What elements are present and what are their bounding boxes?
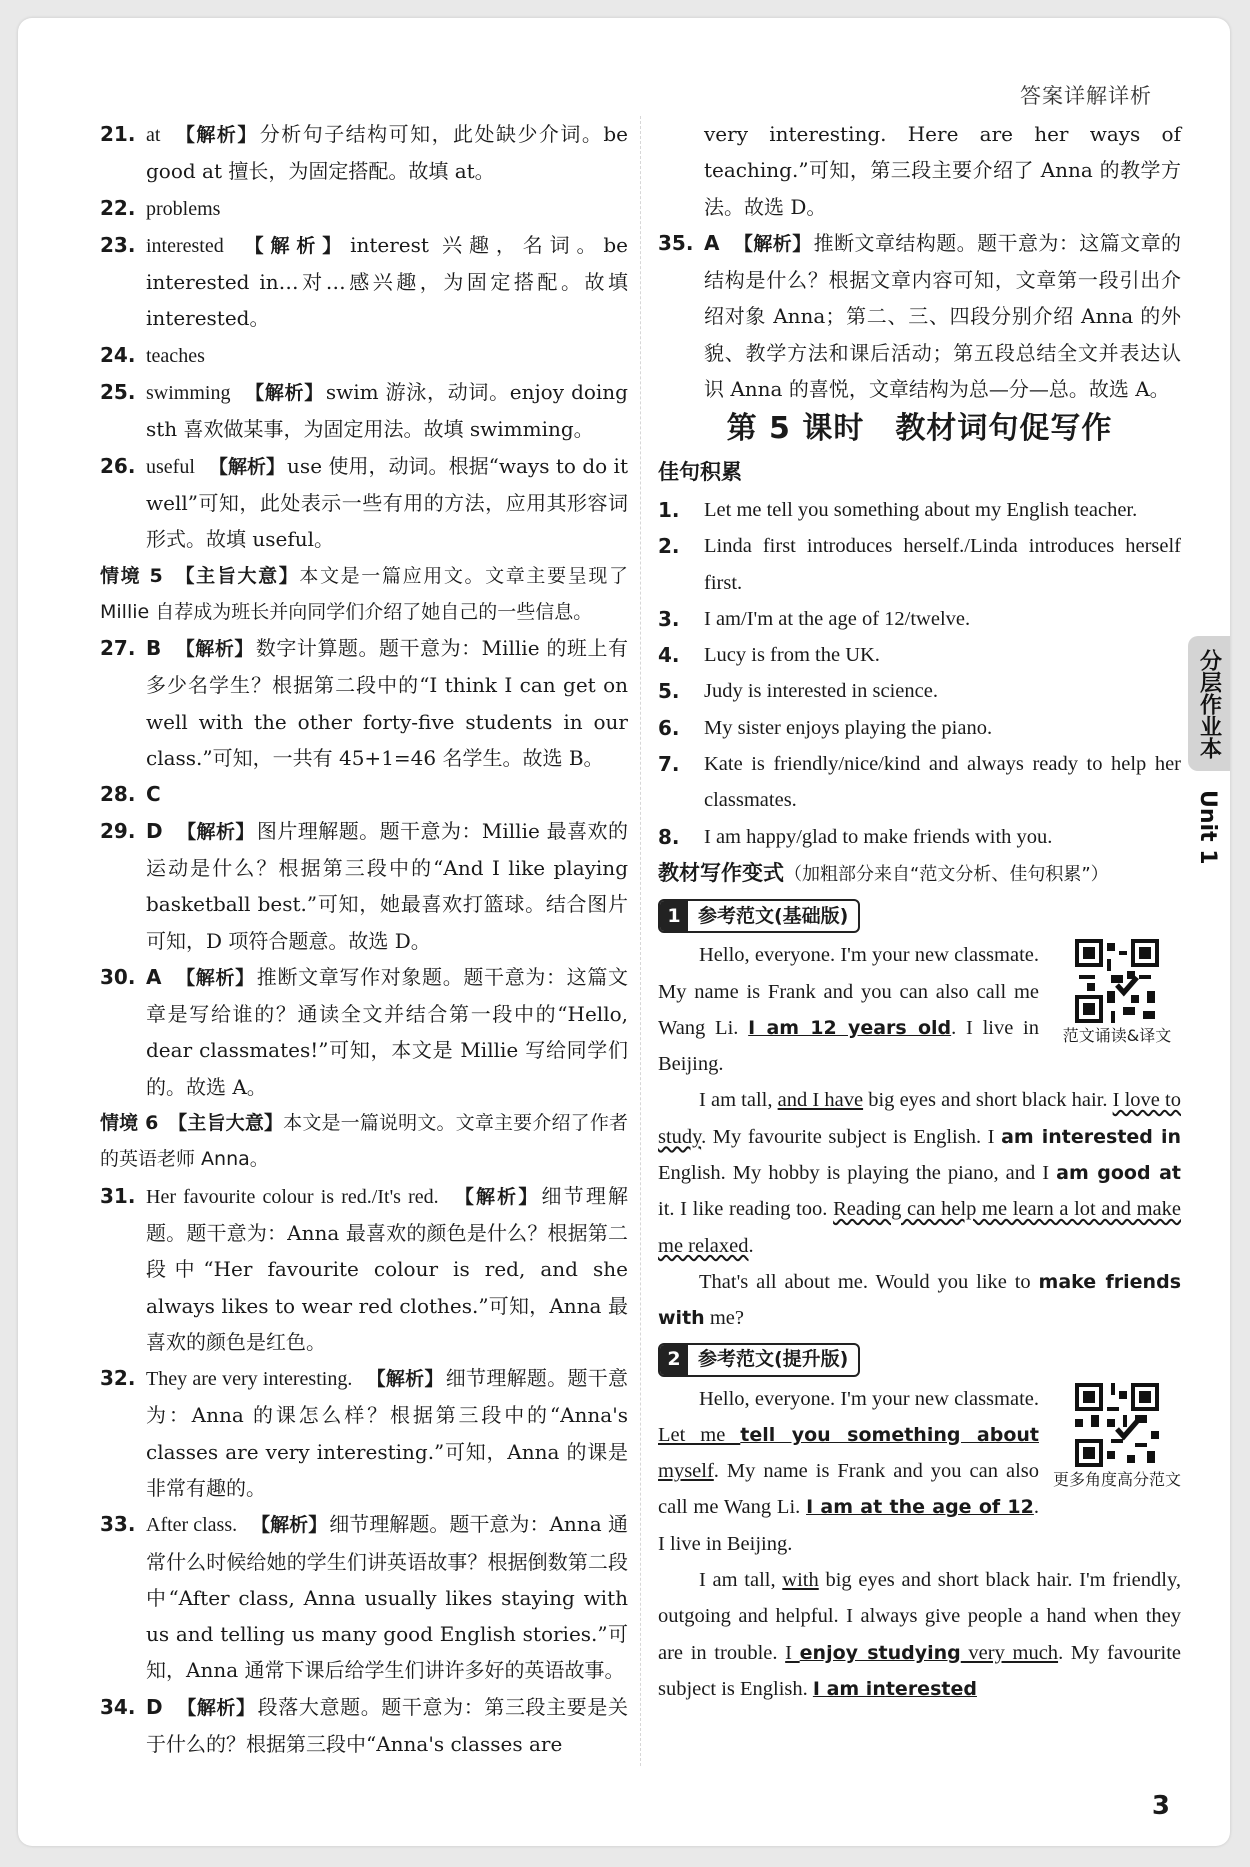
sentence-item: [658, 492, 1181, 528]
sentence-item: [658, 819, 1181, 855]
answer-item-35: [658, 225, 1181, 407]
answer-number: 32.: [100, 1366, 136, 1391]
side-unit-label: Unit 1: [1195, 790, 1220, 865]
answer-value: swimming: [146, 382, 231, 405]
sample-1-paragraph-3: That's all about me. Would you like to make friends with me?: [658, 1270, 1181, 1330]
answer-item: [100, 813, 628, 959]
analysis-text: interest 兴趣，名词。be interested in…对…感兴趣，为固定搭配。故填 interested。: [146, 232, 628, 331]
qr-code-icon[interactable]: [1075, 1383, 1159, 1467]
analysis-tag: 【解析】: [174, 124, 258, 146]
analysis-text: 细节理解题。题干意为：Anna 最喜欢的颜色是什么？根据第二段中“Her favourite colour is red, and she always likes to wear red clothes.”可知，Anna 最喜欢的颜色是红色。: [146, 1183, 628, 1354]
sentence-item: [658, 746, 1181, 819]
sentence-item: [658, 710, 1181, 746]
sentence-text: Lucy is from the UK.: [704, 644, 880, 667]
side-tab-workbook: 分层作业本: [1188, 636, 1230, 771]
sentence-number: 4.: [658, 643, 680, 668]
answer-number: 25.: [100, 380, 136, 405]
qr-block-2[interactable]: [1053, 1383, 1181, 1493]
analysis-text: 细节理解题。题干意为：Anna 通常什么时候给她的学生们讲英语故事？根据倒数第二段中“After class, Anna usually likes staying with us and telling us many good English stories.”可知，Anna 通常下课后给学生们讲许多好的英语故事。: [146, 1512, 628, 1683]
sentence-text: My sister enjoys playing the piano.: [704, 716, 993, 739]
sample-1-label: 参考范文(基础版): [698, 905, 849, 928]
sentence-text: Kate is friendly/nice/kind and always ready to help her classmates.: [704, 753, 1181, 812]
writing-title: 教材写作变式: [658, 860, 784, 885]
answer-value: B: [146, 636, 162, 661]
answer-item: [100, 1506, 628, 1688]
analysis-tag: 【解析】: [237, 234, 349, 257]
answer-item: [100, 190, 628, 227]
sentence-item: [658, 528, 1181, 601]
sample-2-label: 参考范文(提升版): [698, 1348, 849, 1371]
analysis-tag: 【解析】: [452, 1185, 540, 1208]
qr-code-icon[interactable]: [1075, 939, 1159, 1023]
page-number: 3: [1151, 1791, 1170, 1821]
analysis-tag: 【解析】: [175, 966, 255, 989]
situation-6-text: 本文是一篇说明文。文章主要介绍了作者的英语老师 Anna。: [100, 1112, 628, 1171]
answer-item: [100, 116, 628, 190]
answer-value: teaches: [146, 344, 205, 367]
qr-caption-1: 范文诵读&译文: [1062, 1026, 1172, 1046]
analysis-tag: 【解析】: [176, 1696, 256, 1719]
answer-item: [100, 227, 628, 337]
analysis-text: 分析句子结构可知，此处缺少介词。be good at 擅长，为固定搭配。故填 at。: [146, 122, 628, 184]
answer-number: 35.: [658, 230, 694, 255]
answer-value: C: [146, 782, 161, 807]
analysis-text: 细节理解题。题干意为：Anna 的课怎么样？根据第三段中的“Anna's classes are very interesting.”可知，Anna 的课是非常有趣的。: [146, 1366, 629, 1500]
answer-item-34-continued: [658, 116, 1181, 225]
analysis-tag: 【解析】: [733, 232, 812, 255]
analysis-text: swim 游泳，动词。enjoy doing sth 喜欢做某事，为固定用法。故填 swimming。: [146, 380, 628, 442]
answer-number: 28.: [100, 782, 136, 807]
analysis-text: 数字计算题。题干意为：Millie 的班上有多少名学生？根据第二段中的“I think I can get on well with the other forty-five students in our class.”可知，一共有 45+1=46 名学生。故选 B。: [146, 636, 628, 771]
sample-1-number: 1: [660, 901, 688, 931]
analysis-tag: 【解析】: [244, 382, 324, 405]
answer-item: [100, 630, 628, 776]
analysis-text: 段落大意题。题干意为：第三段主要是关于什么的？根据第三段中“Anna's classes are: [146, 1694, 628, 1757]
analysis-text: 图片理解题。题干意为：Millie 最喜欢的运动是什么？根据第三段中的“And I like playing basketball best.”可知，她最喜欢打篮球。结合图片可知，D 项符合题意。故选 D。: [146, 818, 628, 953]
answer-item: [100, 1360, 628, 1506]
answer-value: useful: [146, 455, 195, 478]
analysis-text: 推断文章结构题。题干意为：这篇文章的结构是什么？根据文章内容可知，文章第一段引出介绍对象 Anna；第二、三、四段分别介绍 Anna 的外貌、教学方法和课后活动；第五段总结全文并表达认识 Anna 的喜悦，文章结构为总—分—总。故选 A。: [704, 230, 1181, 402]
answer-item: [100, 959, 628, 1105]
answer-item: [100, 337, 628, 374]
answer-number: 29.: [100, 818, 136, 843]
sample-1-paragraph-1: Hello, everyone. I'm your new classmate. My name is Frank and you can also call me Wang Li. I am 12 years old. I live in Beijing.: [658, 944, 1040, 1076]
answer-item: [100, 374, 628, 448]
analysis-tag: 【解析】: [251, 1514, 328, 1537]
lesson-title: 第 5 课时 教材词句促写作: [726, 411, 1113, 447]
answer-34-continuation: very interesting. Here are her ways of teaching.”可知，第三段主要介绍了 Anna 的教学方法。故选 D。: [704, 122, 1181, 219]
column-divider: [640, 116, 641, 1766]
left-column: [100, 116, 628, 1762]
situation-5-text: 本文是一篇应用文。文章主要呈现了 Millie 自荐成为班长并向同学们介绍了她自己的一些信息。: [100, 564, 628, 623]
sentence-number: 1.: [658, 497, 680, 522]
sentence-text: I am happy/glad to make friends with you.: [704, 825, 1053, 848]
answer-value: A: [146, 964, 162, 989]
situation-5: [100, 558, 628, 631]
sentence-number: 6.: [658, 715, 680, 740]
situation-5-head: 情境 5 【主旨大意】: [100, 564, 300, 587]
sentence-number: 8.: [658, 824, 680, 849]
analysis-text: 推断文章写作对象题。题干意为：这篇文章是写给谁的？通读全文并结合第一段中的“Hello, dear classmates!”可知，本文是 Millie 写给同学们的。故选 A。: [146, 964, 628, 1099]
answer-item: [100, 1689, 628, 1763]
answer-value: Her favourite colour is red./It's red.: [146, 1185, 439, 1208]
analysis-tag: 【解析】: [175, 638, 254, 661]
sample-2-essay: [658, 1381, 1181, 1708]
sample-1-badge: [658, 899, 860, 933]
sample-1-paragraph-2: I am tall, and I have big eyes and short black hair. I love to study. My favourite subject is English. I am interested in English. My hobby is playing the piano, and I am good at it. I like reading too. Reading can help me learn a lot and make me relaxed.: [658, 1089, 1182, 1257]
answer-item: [100, 776, 628, 812]
qr-block-1[interactable]: [1053, 939, 1181, 1049]
sentence-item: [658, 673, 1181, 709]
sentences-title: 佳句积累: [658, 459, 742, 484]
sample-2-badge: [658, 1343, 860, 1377]
answer-number: 22.: [100, 195, 136, 220]
answer-value: D: [146, 818, 163, 843]
sentence-text: Linda first introduces herself./Linda introduces herself first.: [704, 535, 1181, 594]
sentence-item: [658, 637, 1181, 673]
sentence-text: I am/I'm at the age of 12/twelve.: [704, 607, 971, 630]
analysis-tag: 【解析】: [366, 1368, 444, 1391]
answer-number: 21.: [100, 122, 136, 146]
answer-value: at: [146, 124, 161, 146]
analysis-text: use 使用，动词。根据“ways to do it well”可知，此处表示一些有用的方法，应用其形容词形式。故填 useful。: [146, 453, 628, 552]
sample-2-paragraph-1: Hello, everyone. I'm your new classmate. Let me tell you something about myself. My name is Frank and you can also call me Wang Li. I am at the age of 12. I live in Beijing.: [658, 1387, 1039, 1555]
writing-heading: [658, 855, 1181, 893]
writing-note: （加粗部分来自“范文分析、佳句积累”）: [784, 863, 1109, 885]
answer-number: 24.: [100, 342, 136, 367]
sentence-number: 2.: [658, 534, 680, 559]
sentence-number: 5.: [658, 679, 680, 704]
qr-caption-2: 更多角度高分范文: [1053, 1469, 1182, 1489]
answer-number: 31.: [100, 1183, 136, 1208]
sentence-text: Judy is interested in science.: [704, 680, 938, 703]
answer-number: 26.: [100, 453, 136, 478]
answer-value: They are very interesting.: [146, 1368, 353, 1391]
sentence-item: [658, 601, 1181, 637]
answer-number: 23.: [100, 232, 136, 257]
analysis-tag: 【解析】: [208, 455, 286, 478]
situation-6: [100, 1105, 628, 1178]
answer-item: [100, 448, 628, 558]
answer-number: 33.: [100, 1512, 136, 1537]
answer-number: 27.: [100, 636, 136, 661]
answer-value: problems: [146, 197, 221, 220]
sentence-text: Let me tell you something about my English teacher.: [704, 498, 1138, 521]
answer-value: D: [146, 1694, 163, 1719]
answer-value: After class.: [146, 1514, 238, 1537]
answer-number: 30.: [100, 964, 136, 989]
right-column: [658, 116, 1181, 1707]
page-header: 答案详解详析: [1020, 84, 1152, 108]
sentence-number: 3.: [658, 606, 680, 631]
answer-value: interested: [146, 234, 224, 257]
sample-2-number: 2: [660, 1345, 688, 1375]
answer-item: [100, 1178, 628, 1360]
situation-6-head: 情境 6 【主旨大意】: [100, 1112, 284, 1135]
analysis-tag: 【解析】: [176, 820, 255, 843]
sentence-number: 7.: [658, 752, 680, 777]
page: [18, 18, 1230, 1846]
sample-2-paragraph-2: I am tall, with big eyes and short black hair. I'm friendly, outgoing and helpful. I always give people a hand when they are in trouble. I enjoy studying very much. My favourite subject is English. I am interested: [658, 1568, 1181, 1700]
answer-value: A: [704, 230, 720, 255]
sample-1-essay: [658, 937, 1181, 1336]
answer-number: 34.: [100, 1694, 136, 1719]
